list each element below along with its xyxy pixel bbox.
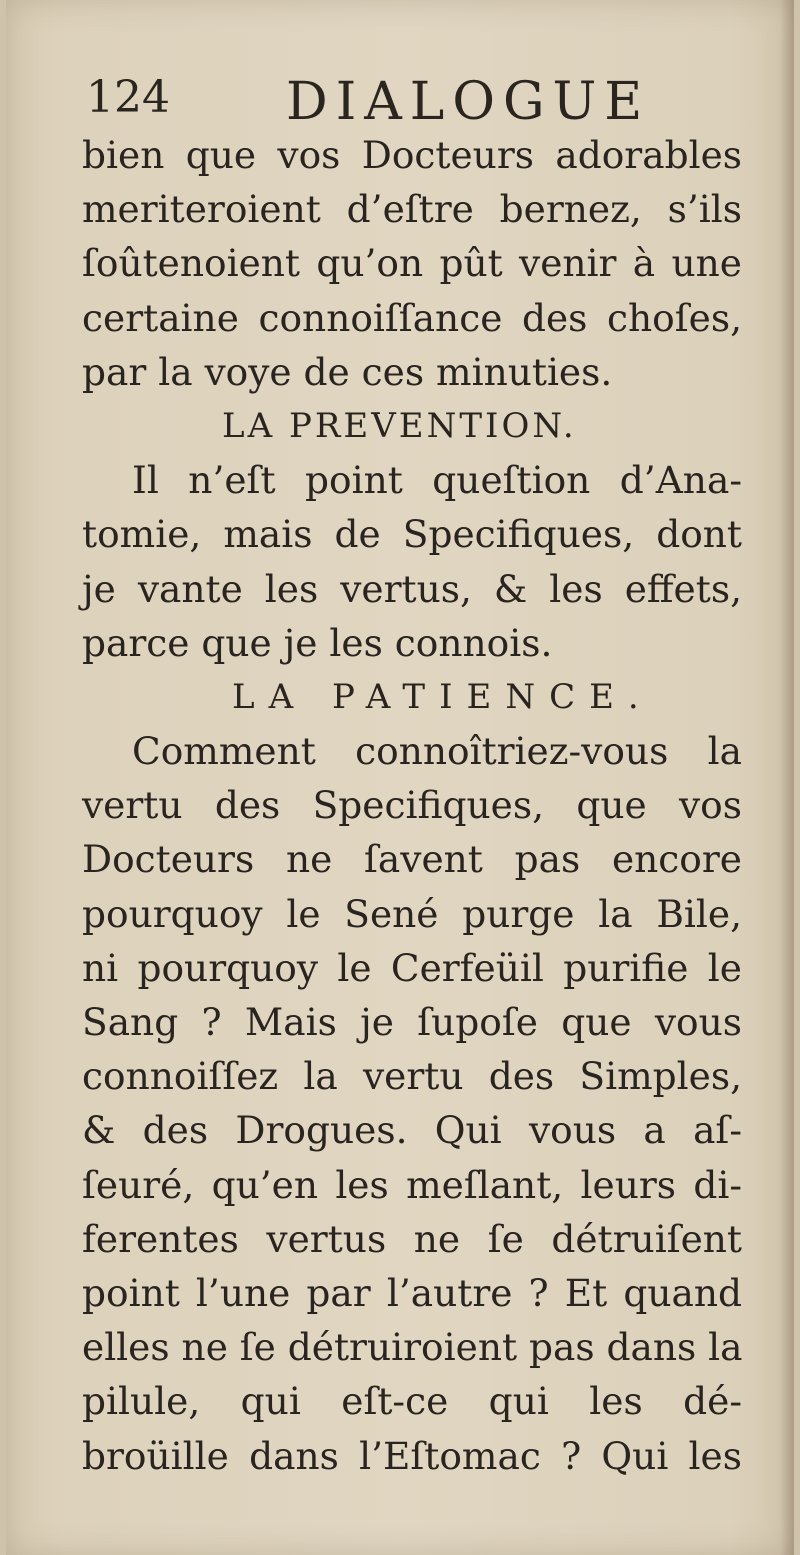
text-line: vertu des Specifiques, que vos <box>82 783 742 828</box>
running-head: DIALOGUE <box>286 72 651 132</box>
text-body <box>82 128 742 1483</box>
page-edge-shadow <box>780 0 794 1555</box>
page-number: 124 <box>86 72 170 123</box>
text-line: ſoûtenoient qu’on pût venir à une <box>82 241 742 286</box>
speaker-heading-prevention: LA PREVENTION. <box>222 405 577 446</box>
text-line: broüille dans l’Eſtomac ? Qui les <box>82 1433 742 1478</box>
text-line: tomie, mais de Specifiques, dont <box>82 512 742 557</box>
text-line: ſeuré, qu’en les meſlant, leurs di- <box>82 1162 742 1207</box>
text-line: Comment connoîtriez-vous la <box>132 729 742 774</box>
text-line: elles ne ſe détruiroient pas dans la <box>82 1325 743 1370</box>
text-line: ferentes vertus ne ſe détruiſent <box>82 1216 742 1261</box>
text-line: Docteurs ne ſavent pas encore <box>82 837 742 882</box>
text-line: pilule, qui eſt-ce qui les dé- <box>82 1379 742 1424</box>
text-line: certaine connoiſſance des choſes, <box>82 295 742 340</box>
text-line: Sang ? Mais je ſupoſe que vous <box>82 1000 742 1044</box>
speaker-heading-patience: LA PATIENCE. <box>232 676 653 717</box>
text-line: connoiſſez la vertu des Simples, <box>82 1054 742 1099</box>
text-line: point l’une par l’autre ? Et quand <box>82 1270 742 1315</box>
text-line: pourquoy le Sené purge la Bile, <box>82 891 742 936</box>
text-line: bien que vos Docteurs adorables <box>82 133 742 177</box>
text-line: par la voye de ces minuties. <box>82 349 613 394</box>
text-line: parce que je les connois. <box>82 620 553 665</box>
text-line: Il n’eſt point queſtion d’Ana- <box>132 458 742 503</box>
text-line: je vante les vertus, & les effets, <box>82 566 742 611</box>
text-line: meriteroient d’eſtre bernez, s’ils <box>82 187 742 232</box>
book-page <box>6 0 794 1555</box>
text-line: ni pourquoy le Cerfeüil purifie le <box>82 945 742 990</box>
page-header <box>76 72 756 134</box>
text-line: & des Drogues. Qui vous a aſ- <box>82 1108 742 1153</box>
